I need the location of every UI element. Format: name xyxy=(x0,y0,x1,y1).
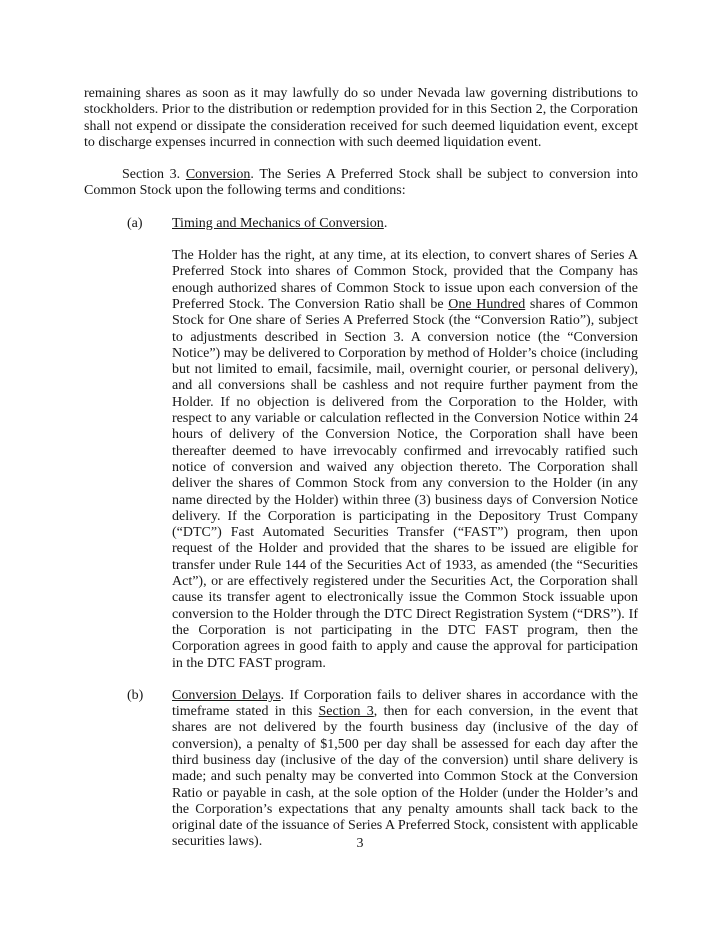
item-b-section-ref: Section 3 xyxy=(318,704,374,720)
section3-rest: . The Series A Preferred Stock shall be subject to conversion into Common Stock upon the following terms and conditions: xyxy=(84,167,638,199)
item-b-body-part2: , then for each conversion, in the event that shares are not delivered by the fourth business day (inclusive of the day of conversion), a penalty of $1,500 per day shall be assessed for each day after the third business day (inclusive of the day of the conversion) until share delivery is made; and such penalty may be converted into Common Stock at the Conversion Ratio or payable in cash, at the sole option of the Holder (under the Holder’s and the Corporation’s expectations that any penalty amounts shall tack back to the original date of the issuance of Series A Preferred Stock, consistent with applicable securities laws). xyxy=(172,704,638,850)
item-a-body-part2: shares of Common Stock for One share of Series A Preferred Stock (the “Conversion Ratio”), subject to adjustments described in Section 3. A conversion notice (the “Conversion Notice”) may be delivered to Corporation by method of Holder’s choice (including but not limited to email, facsimile, mail, overnight courier, or personal delivery), and all conversions shall be cashless and not require further payment from the Holder. If no objection is delivered from the Corporation to the Holder, with respect to any variable or calculation reflected in the Conversion Notice within 24 hours of delivery of the Conversion Notice, the Corporation shall have been thereafter deemed to have irrevocably confirmed and irrevocably ratified such notice of conversion and waived any objection thereto. The Corporation shall deliver the shares of Common Stock from any conversion to the Holder (in any name directed by the Holder) within three (3) business days of Conversion Notice delivery. If the Corporation is participating in the Depository Trust Company (“DTC”) Fast Automated Securities Transfer (“FAST”) program, then upon request of the Holder and provided that the shares to be issued are eligible for transfer under Rule 144 of the Securities Act of 1933, as amended (the “Securities Act”), or are effectively registered under the Securities Act, the Corporation shall cause its transfer agent to electronically issue the Common Stock issuable upon conversion to the Holder through the DTC Direct Registration System (“DRS”). If the Corporation is not participating in the DTC FAST program, then the Corporation agrees in good faith to apply and cause the approval for participation in the DTC FAST program. xyxy=(172,296,638,671)
item-a-heading-period: . xyxy=(383,215,388,231)
paragraph-liquidation-text: remaining shares as soon as it may lawfully do so under Nevada law governing distributions to stockholders. Prior to the distribution or redemption provided for in this Section 2, the Corporation shall not expend or dissipate the consideration received for such deemed liquidation event, except to discharge expenses incurred in connection with such deemed liquidation event. xyxy=(84,86,638,150)
page-content xyxy=(84,86,638,851)
page-number: 3 xyxy=(356,836,364,851)
item-a-body-underline1: One Hundred xyxy=(448,296,526,312)
item-b-inner xyxy=(172,688,638,851)
section3-label: Section 3. xyxy=(122,167,186,183)
item-a xyxy=(127,216,638,672)
item-b-label: (b) xyxy=(127,687,144,703)
item-b xyxy=(127,688,638,851)
item-a-label: (a) xyxy=(127,215,143,231)
item-b-body-part1: . If Corporation fails to deliver shares in accordance with the timeframe stated in this xyxy=(172,687,638,720)
item-a-body-part1: The Holder has the right, at any time, at its election, to convert shares of Series A Preferred Stock into shares of Common Stock, provided that the Company has enough authorized shares of Common Stock to issue upon each conversion of the Preferred Stock. The Conversion Ratio shall be xyxy=(172,248,638,312)
item-b-body xyxy=(172,688,638,851)
section3-heading: Conversion xyxy=(185,167,251,183)
paragraph-section3 xyxy=(84,167,638,200)
paragraph-liquidation xyxy=(84,86,638,151)
item-a-inner xyxy=(172,216,638,672)
item-b-heading-text: Conversion Delays xyxy=(172,687,281,703)
item-a-heading xyxy=(172,216,638,232)
item-a-heading-text: Timing and Mechanics of Conversion xyxy=(172,215,384,231)
item-a-body xyxy=(172,248,638,672)
